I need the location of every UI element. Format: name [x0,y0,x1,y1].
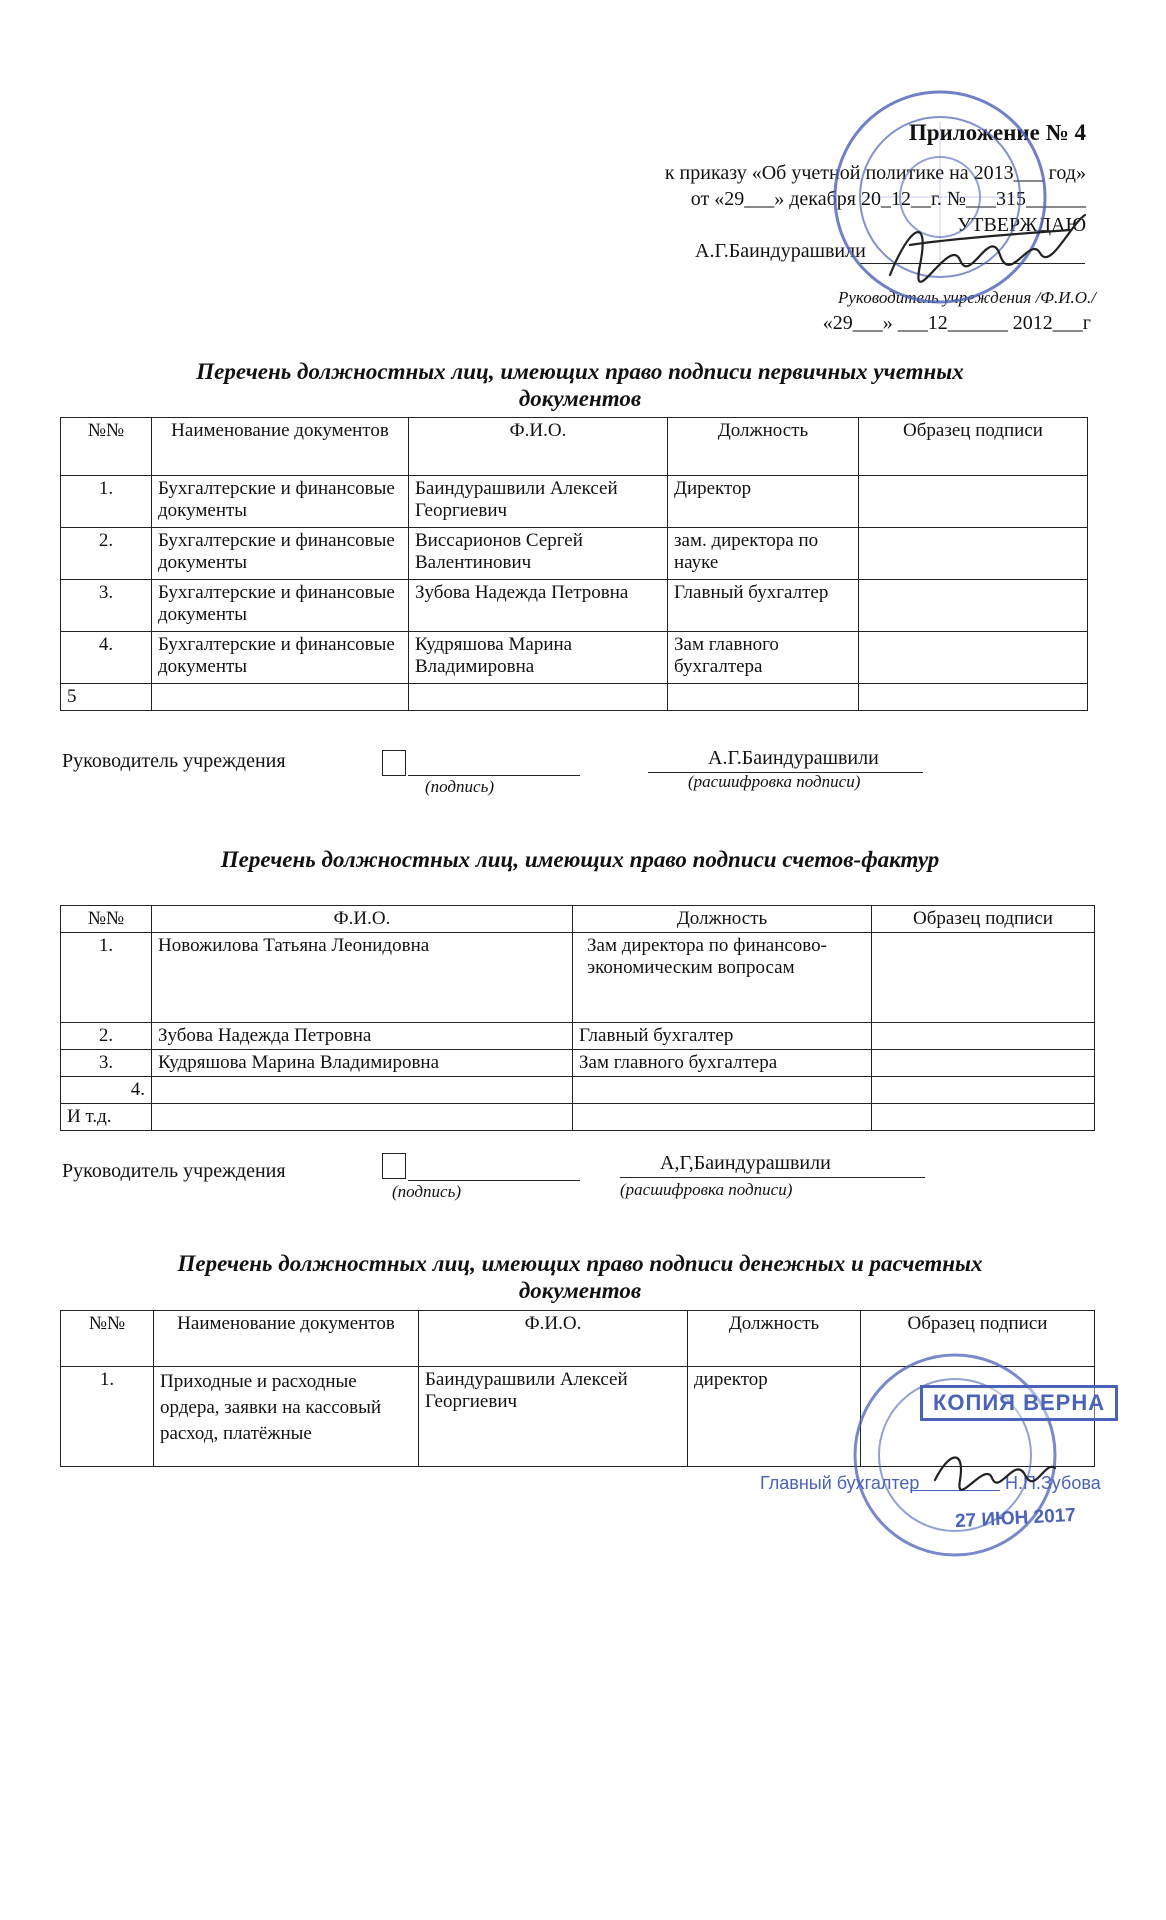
row-position: Главный бухгалтер [668,580,859,632]
row-number: 4. [61,1077,152,1104]
order-reference: к приказу «Об учетной политике на 2013___ год» [664,162,1086,184]
approve-label: УТВЕРЖДАЮ [957,214,1086,236]
row-position: Главный бухгалтер [573,1023,872,1050]
section1-sign-line [408,775,580,776]
row-signature-sample [872,1077,1095,1104]
section1-sign-checkbox [382,750,406,776]
row-position: зам. директора по науке [668,528,859,580]
row-document [152,684,409,711]
table-row [61,580,1088,632]
section2-sign-label: Руководитель учреждения [62,1160,286,1182]
section1-decode-caption: (расшифровка подписи) [688,772,861,791]
section3-title [100,1250,1060,1304]
col-number: №№ [61,906,152,933]
row-fio: Баиндурашвили Алексей Георгиевич [409,476,668,528]
section1-title [100,358,1060,412]
copy-signature-icon [930,1440,1060,1500]
row-signature-sample [872,1050,1095,1077]
approver-caption: Руководитель учреждения /Ф.И.О./ [837,288,1096,307]
row-fio: Зубова Надежда Петровна [409,580,668,632]
row-document: Приходные и расходные ордера, заявки на кассовый расход, платёжные [154,1367,419,1467]
copy-signer-name: Н.П.Зубова [1005,1473,1101,1493]
row-signature-sample [859,684,1088,711]
row-signature-sample [872,933,1095,1023]
row-number: И т.д. [61,1104,152,1131]
row-signature-sample [872,1104,1095,1131]
table-row [61,933,1095,1023]
row-number: 2. [61,1023,152,1050]
row-position [573,1077,872,1104]
approver-name: А.Г.Баиндурашвили [695,240,866,262]
section2-sign-line [408,1180,580,1181]
row-position: Зам главного бухгалтера [668,632,859,684]
table-row [61,1050,1095,1077]
section2-decode-caption: (расшифровка подписи) [620,1180,793,1199]
row-fio [152,1077,573,1104]
section3-title-line1: Перечень должностных лиц, имеющих право подписи денежных и расчетных [177,1251,983,1276]
section1-sign-label: Руководитель учреждения [62,750,286,772]
section2-decode-name: А,Г,Баиндурашвили [660,1152,831,1174]
section2-decode-line [620,1177,925,1178]
table-row [61,1104,1095,1131]
col-number: №№ [61,1311,154,1367]
section1-table [60,417,1088,711]
row-fio [409,684,668,711]
row-document: Бухгалтерские и финансовые документы [152,632,409,684]
table-row [61,476,1088,528]
approve-date: «29___» ___12______ 2012___г [822,312,1091,334]
row-number: 1. [61,1367,154,1467]
row-position: директор [688,1367,861,1467]
col-document: Наименование документов [154,1311,419,1367]
row-number: 1. [61,933,152,1023]
approver-signature-icon [880,205,1090,295]
row-fio [152,1104,573,1131]
row-document: Бухгалтерские и финансовые документы [152,476,409,528]
row-position: Зам главного бухгалтера [573,1050,872,1077]
row-number: 4. [61,632,152,684]
copy-signer-title: Главный бухгалтер [760,1473,920,1493]
row-document: Бухгалтерские и финансовые документы [152,580,409,632]
copy-true-stamp: КОПИЯ ВЕРНА [920,1385,1118,1421]
col-position: Должность [668,418,859,476]
section2-title: Перечень должностных лиц, имеющих право подписи счетов-фактур [220,847,940,872]
order-date-number: от «29___» декабря 20_12__г. №___315______ [690,188,1086,210]
row-position [668,684,859,711]
row-number: 1. [61,476,152,528]
col-position: Должность [573,906,872,933]
section2-table [60,905,1095,1131]
table-row [61,1023,1095,1050]
row-fio: Кудряшова Марина Владимировна [152,1050,573,1077]
col-fio: Ф.И.О. [152,906,573,933]
col-number: №№ [61,418,152,476]
row-position [573,1104,872,1131]
row-position: Зам директора по финансово-экономическим вопросам [573,933,872,1023]
row-signature-sample [859,528,1088,580]
table-row [61,1077,1095,1104]
col-position: Должность [688,1311,861,1367]
section1-title-line1: Перечень должностных лиц, имеющих право подписи первичных учетных [196,359,964,384]
row-position: Директор [668,476,859,528]
row-number: 5 [61,684,152,711]
row-fio: Баиндурашвили Алексей Георгиевич [419,1367,688,1467]
section2-sign-checkbox [382,1153,406,1179]
row-number: 3. [61,580,152,632]
table-header-row [61,906,1095,933]
section3-title-line2: документов [518,1278,642,1303]
table-row [61,528,1088,580]
appendix-title: Приложение № 4 [908,120,1086,145]
col-document: Наименование документов [152,418,409,476]
row-signature-sample [872,1023,1095,1050]
row-fio: Виссарионов Сергей Валентинович [409,528,668,580]
row-fio: Кудряшова Марина Владимировна [409,632,668,684]
col-signature-sample: Образец подписи [859,418,1088,476]
row-signature-sample [859,476,1088,528]
col-fio: Ф.И.О. [419,1311,688,1367]
copy-date-stamp: 27 ИЮН 2017 [954,1504,1077,1533]
table-header-row [61,418,1088,476]
col-signature-sample: Образец подписи [861,1311,1095,1367]
row-document: Бухгалтерские и финансовые документы [152,528,409,580]
section1-sign-caption: (подпись) [425,777,494,796]
section2-sign-caption: (подпись) [392,1182,461,1201]
col-fio: Ф.И.О. [409,418,668,476]
row-signature-sample [859,632,1088,684]
table-row [61,684,1088,711]
row-fio: Зубова Надежда Петровна [152,1023,573,1050]
row-fio: Новожилова Татьяна Леонидовна [152,933,573,1023]
row-signature-sample [859,580,1088,632]
section1-title-line2: документов [518,386,642,411]
row-number: 2. [61,528,152,580]
section1-decode-name: А.Г.Баиндурашвили [708,747,879,769]
table-row [61,632,1088,684]
col-signature-sample: Образец подписи [872,906,1095,933]
row-number: 3. [61,1050,152,1077]
